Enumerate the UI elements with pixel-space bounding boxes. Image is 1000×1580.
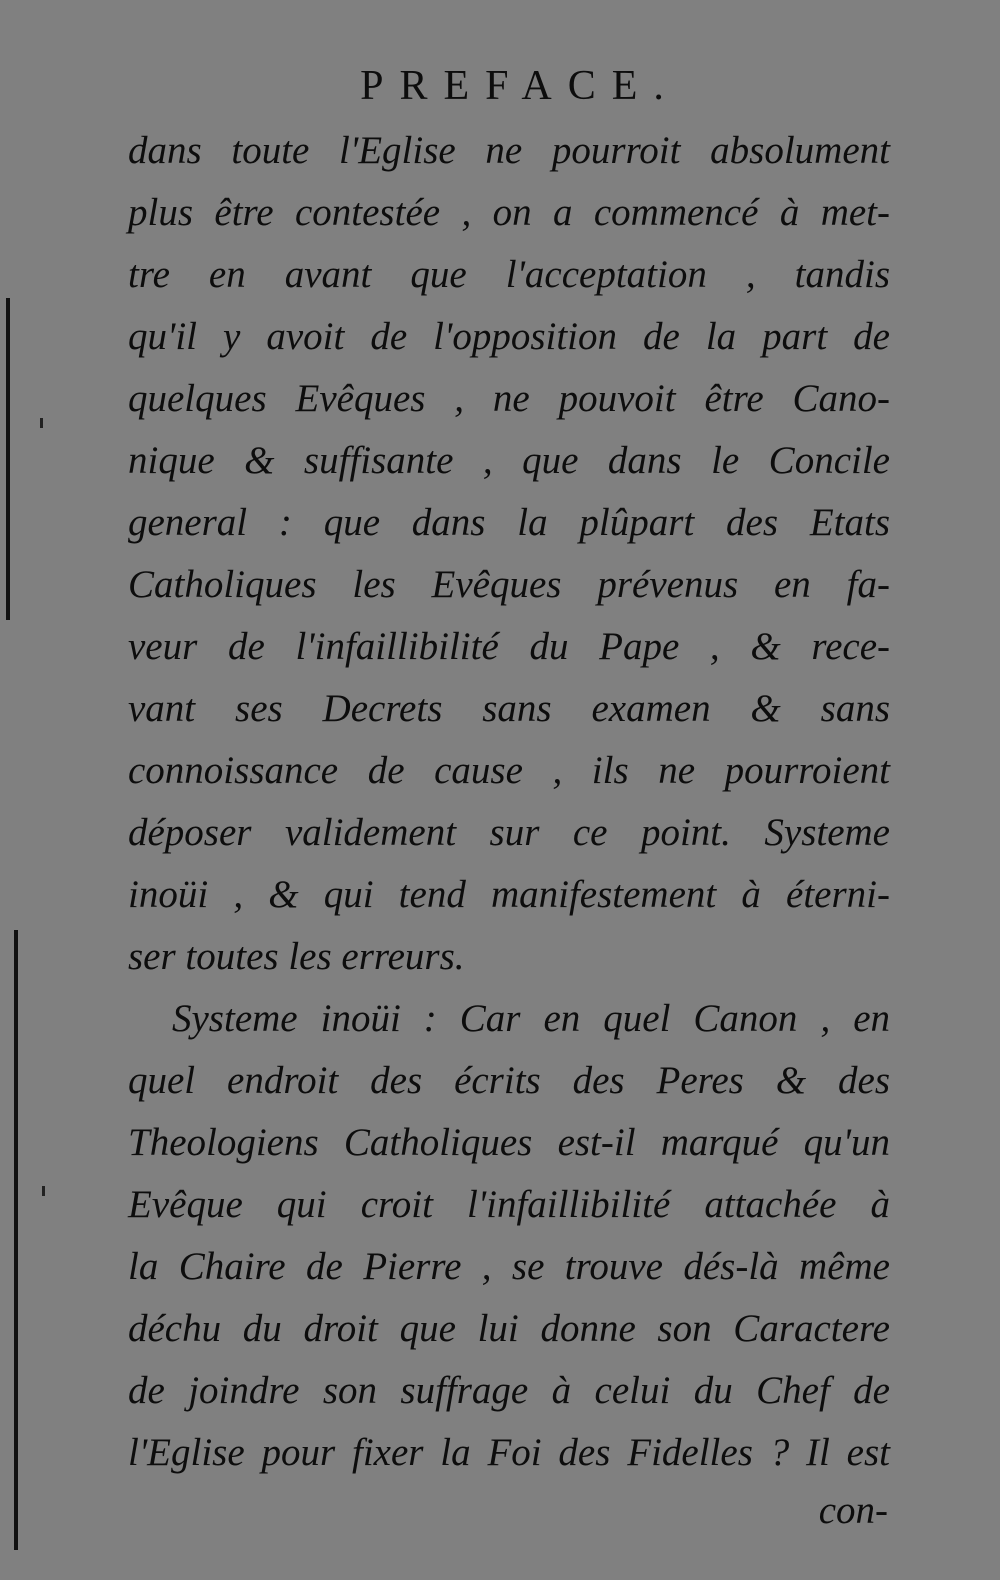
text-line: la Chaire de Pierre , se trouve dés-là même [128,1245,890,1288]
text-line: de joindre son suffrage à celui du Chef de [128,1369,890,1412]
text-line: vant ses Decrets sans examen & sans [128,687,890,730]
text-line-paragraph-start: Systeme inoüi : Car en quel Canon , en [172,997,890,1040]
text-line: connoissance de cause , ils ne pourroient [128,749,890,792]
text-line: l'Eglise pour fixer la Foi des Fidelles ? Il est [128,1431,890,1474]
text-line: déchu du droit que lui donne son Caractere [128,1307,890,1350]
text-line: déposer validement sur ce point. Systeme [128,811,890,854]
running-header: PREFACE. [360,63,680,109]
page-text [128,120,890,1484]
text-line: Catholiques les Evêques prévenus en fa- [128,563,890,606]
text-line: tre en avant que l'acceptation , tandis [128,253,890,296]
text-line: dans toute l'Eglise ne pourroit absolument [128,129,890,172]
ink-speck [42,1186,45,1196]
text-line: nique & suffisante , que dans le Concile [128,439,890,482]
page-edge-mark [6,298,10,620]
text-line: veur de l'infaillibilité du Pape , & rece- [128,625,890,668]
text-line: qu'il y avoit de l'opposition de la part de [128,315,890,358]
text-line: plus être contestée , on a commencé à met- [128,191,890,234]
text-line: general : que dans la plûpart des Etats [128,501,890,544]
text-line: inoüi , & qui tend manifestement à éterni- [128,873,890,916]
text-line: Evêque qui croit l'infaillibilité attachée à [128,1183,890,1226]
ink-speck [40,418,43,428]
text-line: quel endroit des écrits des Peres & des [128,1059,890,1102]
page-edge-mark [14,930,18,1550]
text-line-paragraph-end: ser toutes les erreurs. [128,935,465,978]
text-line: quelques Evêques , ne pouvoit être Cano- [128,377,890,420]
catchword: con- [818,1489,888,1532]
text-line: Theologiens Catholiques est-il marqué qu'un [128,1121,890,1164]
